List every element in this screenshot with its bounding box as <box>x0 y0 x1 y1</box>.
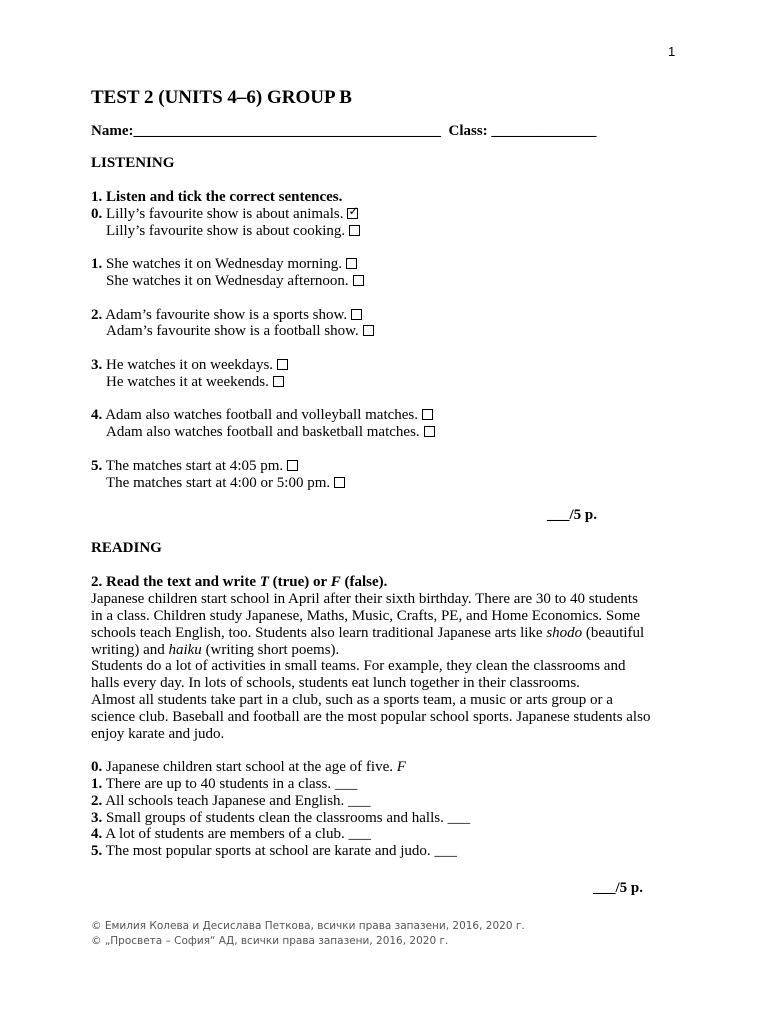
listening-item-2a: 2. Adam’s favourite show is a sports show. <box>91 307 691 324</box>
reading-item-1[interactable]: 1. There are up to 40 students in a class. ___ <box>91 775 358 792</box>
listening-item-0b: Lilly’s favourite show is about cooking. <box>91 223 691 240</box>
worksheet <box>91 86 691 897</box>
reading-item-0: 0. Japanese children start school at the age of five. F <box>91 759 406 776</box>
copyright-line-1: © Емилия Колева и Десислава Петкова, всички права запазени, 2016, 2020 г. <box>91 920 525 932</box>
listening-item-4b: Adam also watches football and basketball matches. <box>91 424 691 441</box>
checkbox-icon[interactable] <box>334 477 345 488</box>
copyright-line-2: © „Просвета – София“ АД, всички права запазени, 2016, 2020 г. <box>91 935 449 947</box>
checkbox-icon[interactable] <box>346 258 357 269</box>
reading-score: ___/5 p. <box>593 879 644 896</box>
reading-item-2[interactable]: 2. All schools teach Japanese and English. ___ <box>91 792 371 809</box>
reading-heading: READING <box>91 540 162 557</box>
listening-item-3b: He watches it at weekends. <box>91 374 691 391</box>
checkbox-icon[interactable] <box>351 309 362 320</box>
name-class-line <box>91 122 691 140</box>
page-number: 1 <box>668 44 676 59</box>
reading-task: 2. Read the text and write T (true) or F (false). <box>91 574 388 591</box>
checkbox-icon[interactable] <box>287 460 298 471</box>
checkbox-icon[interactable] <box>422 409 433 420</box>
listening-item-2b: Adam’s favourite show is a football show. <box>91 323 691 340</box>
listening-item-0a: 0. Lilly’s favourite show is about animals.✓ <box>91 206 691 223</box>
reading-item-4[interactable]: 4. A lot of students are members of a club. ___ <box>91 826 371 843</box>
listening-score: ___/5 p. <box>547 507 598 524</box>
copyright-footer <box>91 919 525 949</box>
listening-item-5b: The matches start at 4:00 or 5:00 pm. <box>91 475 691 492</box>
listening-task: 1. Listen and tick the correct sentences. <box>91 189 343 205</box>
reading-text: Japanese children start school in April after their sixth birthday. There are 30 to 40 students in a class. Children study Japanese, Maths, Music, Crafts, PE, and Home Economics. Some schools teach English, too. Students also learn traditional Japanese arts like shodo (beautiful writing) and haiku (writing short poems). Students do a lot of activities in small teams. For example, they clean the classrooms and halls every day. In lots of schools, students eat lunch together in their classrooms. Almost all students take part in a club, such as a sports team, a music or arts group or a science club. Baseball and football are the most popular school sports. Japanese students also enjoy karate and judo. <box>91 591 651 742</box>
listening-item-1b: She watches it on Wednesday afternoon. <box>91 273 691 290</box>
checkbox-icon[interactable] <box>277 359 288 370</box>
checked-box-icon[interactable] <box>347 208 358 219</box>
listening-item-4a: 4. Adam also watches football and volleyball matches. <box>91 407 691 424</box>
class-field[interactable]: Class: ______________ <box>448 123 597 139</box>
listening-item-3a: 3. He watches it on weekdays. <box>91 357 691 374</box>
reading-item-3[interactable]: 3. Small groups of students clean the classrooms and halls. ___ <box>91 809 471 826</box>
checkbox-icon[interactable] <box>349 225 360 236</box>
reading-item-5[interactable]: 5. The most popular sports at school are karate and judo. ___ <box>91 843 457 860</box>
checkbox-icon[interactable] <box>424 426 435 437</box>
page-title: TEST 2 (UNITS 4–6) GROUP B <box>91 87 352 108</box>
name-field[interactable]: Name:_________________________________________ <box>91 123 441 139</box>
listening-item-1a: 1. She watches it on Wednesday morning. <box>91 256 691 273</box>
checkbox-icon[interactable] <box>273 376 284 387</box>
listening-item-5a: 5. The matches start at 4:05 pm. <box>91 458 691 475</box>
listening-heading: LISTENING <box>91 155 175 171</box>
checkbox-icon[interactable] <box>353 275 364 286</box>
checkbox-icon[interactable] <box>363 325 374 336</box>
